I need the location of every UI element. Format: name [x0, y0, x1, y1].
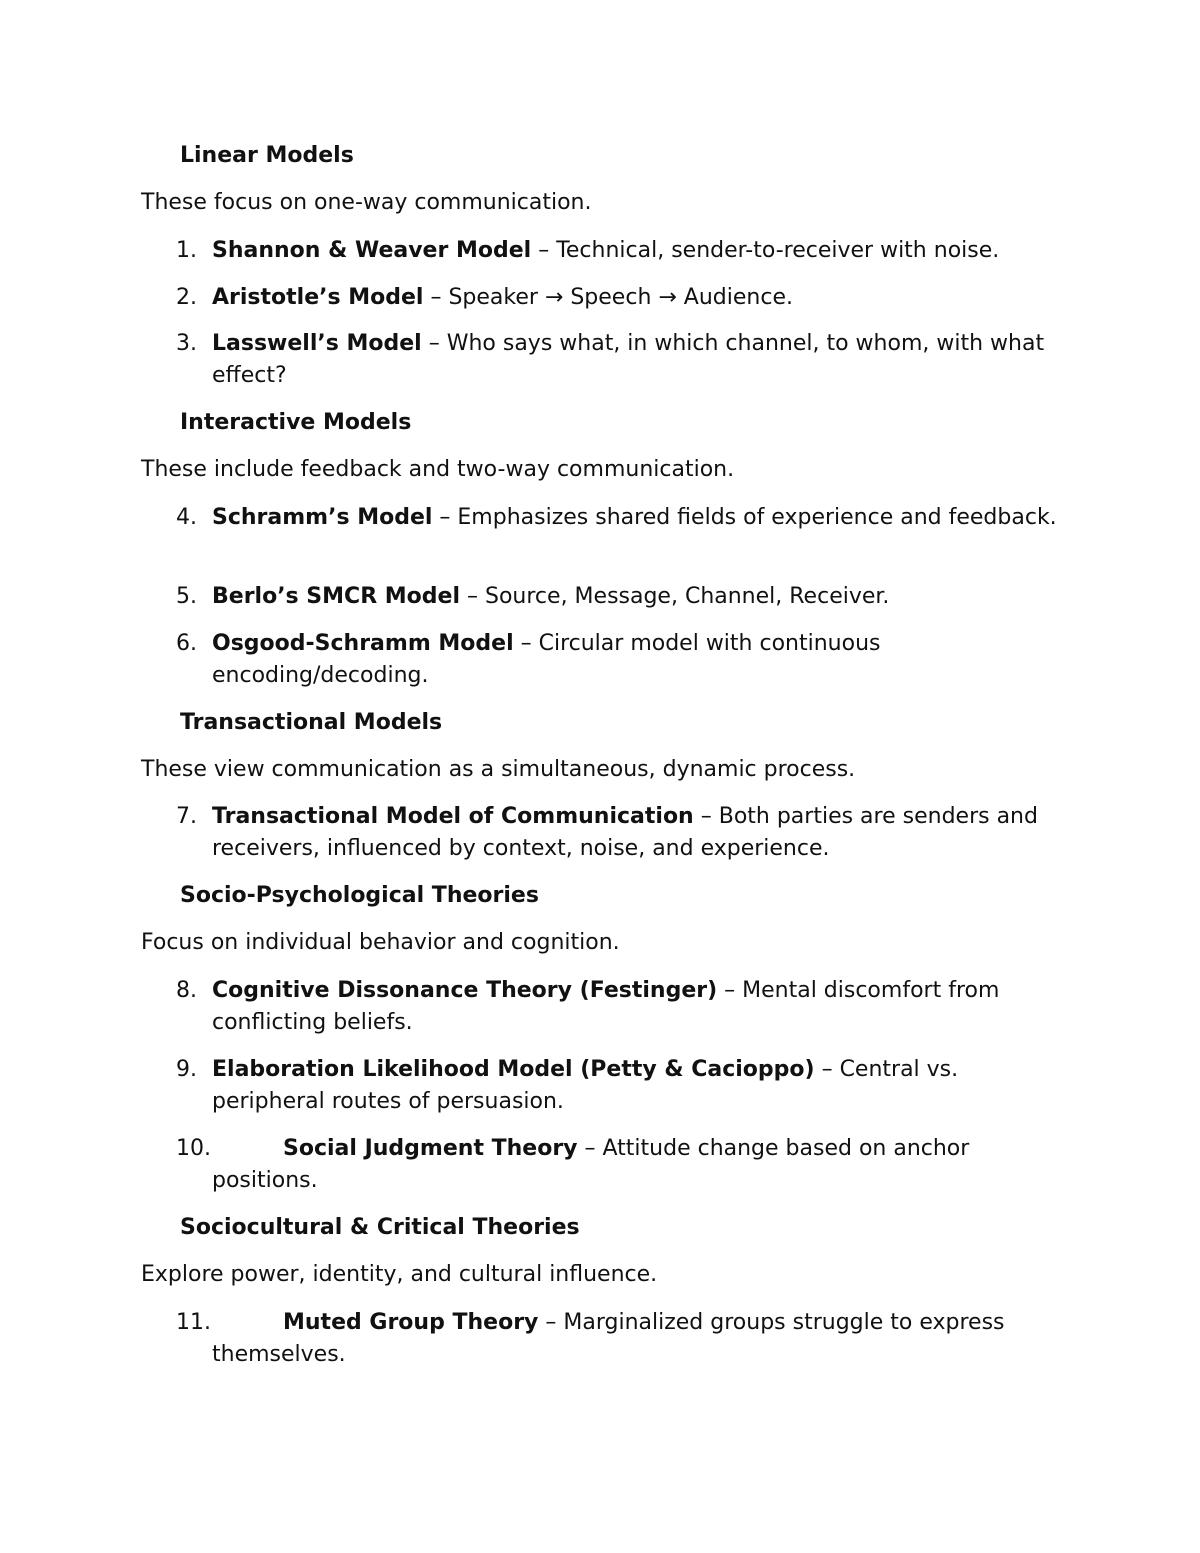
list-item-title: Schramm’s Model — [212, 505, 433, 530]
list-item-description: – Circular model with continuous encoding/decoding. — [212, 631, 881, 688]
section-heading-interactive-models: Interactive Models — [180, 410, 412, 435]
list-item-number: 3. — [176, 331, 197, 356]
section-heading-socio-psychological: Socio-Psychological Theories — [180, 883, 539, 908]
list-item-number: 1. — [176, 238, 197, 263]
list-item-number: 5. — [176, 584, 197, 609]
list-item-description: – Central vs. peripheral routes of persuasion. — [212, 1057, 959, 1114]
list-item-number: 8. — [176, 978, 197, 1003]
section-heading-sociocultural-critical: Sociocultural & Critical Theories — [180, 1215, 580, 1240]
list-item-description: – Both parties are senders and receivers, influenced by context, noise, and experience. — [212, 804, 1038, 861]
list-item-title: Shannon & Weaver Model — [212, 238, 532, 263]
list-item-description: – Mental discomfort from conflicting beliefs. — [212, 978, 1000, 1035]
list-item-title: Transactional Model of Communication — [212, 804, 694, 829]
list-item-title: Cognitive Dissonance Theory (Festinger) — [212, 978, 718, 1003]
section-intro: Explore power, identity, and cultural influence. — [141, 1262, 658, 1287]
list-item-number: 7. — [176, 804, 197, 829]
section-heading-transactional-models: Transactional Models — [180, 710, 443, 735]
section-heading-linear-models: Linear Models — [180, 143, 354, 168]
list-item-title: Lasswell’s Model — [212, 331, 422, 356]
list-item-title: Elaboration Likelihood Model (Petty & Cacioppo) — [212, 1057, 815, 1082]
list-item-description: – Technical, sender-to-receiver with noise. — [531, 238, 1000, 263]
list-item-description: – Who says what, in which channel, to whom, with what effect? — [212, 331, 1045, 388]
list-item-description: – Speaker → Speech → Audience. — [423, 285, 793, 310]
section-intro: These view communication as a simultaneous, dynamic process. — [141, 757, 856, 782]
list-item-number: 6. — [176, 631, 197, 656]
list-item-description: – Attitude change based on anchor positions. — [212, 1136, 970, 1193]
list-item-number: 4. — [176, 505, 197, 530]
section-intro: These focus on one-way communication. — [141, 190, 592, 215]
list-item-description: – Marginalized groups struggle to express themselves. — [212, 1310, 1005, 1367]
list-item-number: 2. — [176, 285, 197, 310]
section-intro: These include feedback and two-way communication. — [141, 457, 735, 482]
list-item-title: Social Judgment Theory — [283, 1136, 578, 1161]
list-item-title: Berlo’s SMCR Model — [212, 584, 461, 609]
list-item-number: 9. — [176, 1057, 197, 1082]
list-item-title: Aristotle’s Model — [212, 285, 424, 310]
section-intro: Focus on individual behavior and cognition. — [141, 930, 620, 955]
list-item-title: Muted Group Theory — [283, 1310, 539, 1335]
list-item-description: – Source, Message, Channel, Receiver. — [460, 584, 890, 609]
list-item-description: – Emphasizes shared fields of experience and feedback. — [432, 505, 1057, 530]
list-item-number: 10. — [176, 1136, 211, 1161]
list-item-number: 11. — [176, 1310, 211, 1335]
list-item-title: Osgood-Schramm Model — [212, 631, 514, 656]
